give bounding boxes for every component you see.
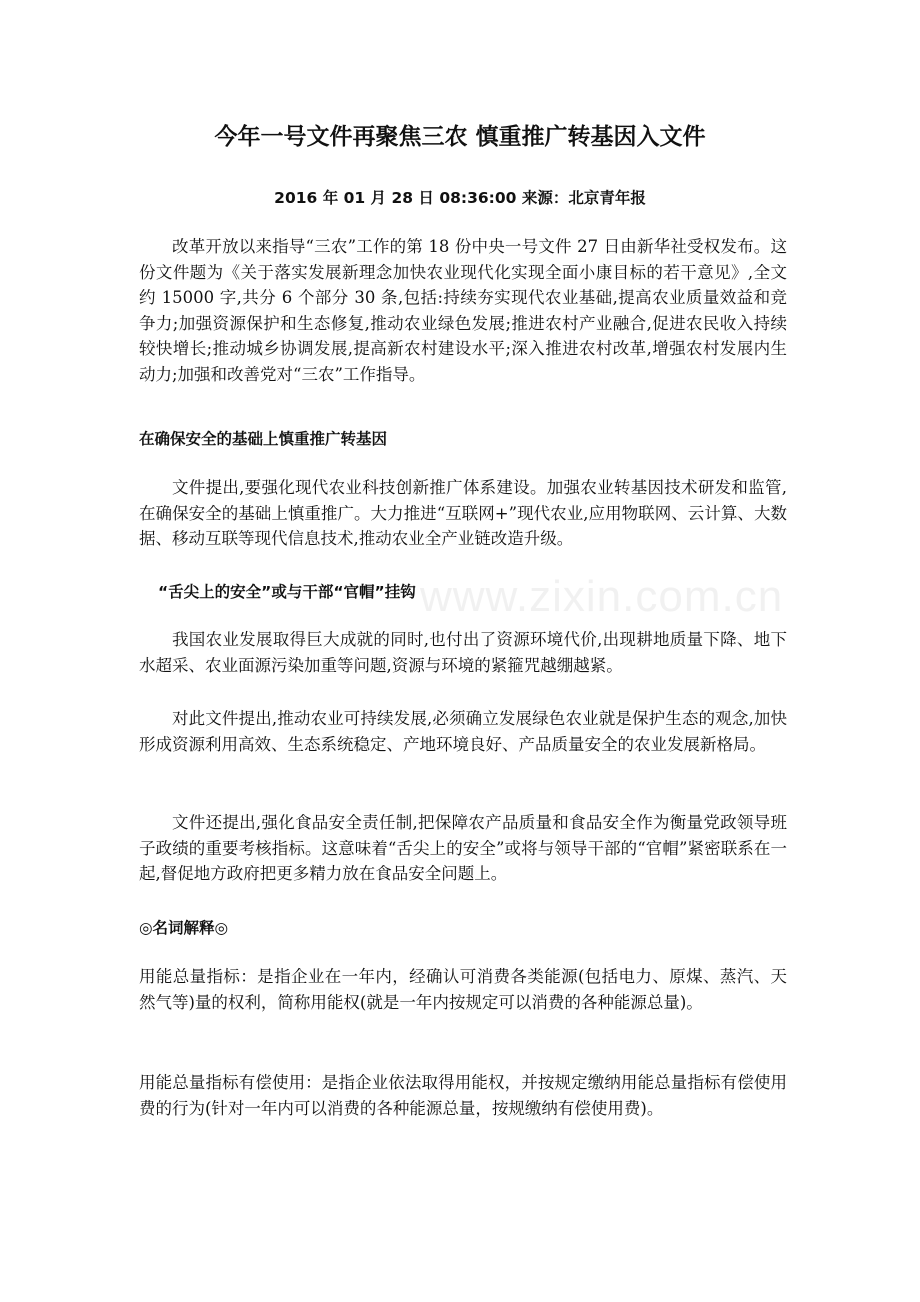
paragraph-resources: 我国农业发展取得巨大成就的同时,也付出了资源环境代价,出现耕地质量下降、地下水超采、农业面源污染加重等问题,资源与环境的紧箍咒越绷越紧。 (139, 630, 787, 675)
paragraph-green-agriculture: 对此文件提出,推动农业可持续发展,必须确立发展绿色农业就是保护生态的观念,加快形成资源利用高效、生态系统稳定、产地环境良好、产品质量安全的农业发展新格局。 (139, 709, 787, 754)
paragraph-intro: 改革开放以来指导“三农”工作的第 18 份中央一号文件 27 日由新华社受权发布。这份文件题为《关于落实发展新理念加快农业现代化实现全面小康目标的若干意见》,全文约 15000 字,共分 6 个部分 30 条,包括:持续夯实现代农业基础,提高农业质量效益和竞争力;加强资源保护和生态修复,推动农业绿色发展;推进农村产业融合,促进农民收入持续较快增长;推动城乡协调发展,提高新农村建设水平;深入推进农村改革,增强农村发展内生动力;加强和改善党对“三农”工作指导。 (139, 237, 787, 384)
article-meta: 2016 年 01 月 28 日 08:36:00 来源：北京青年报 (274, 189, 646, 207)
paragraph-gmo: 文件提出,要强化现代农业科技创新推广体系建设。加强农业转基因技术研发和监管,在确保安全的基础上慎重推广。大力推进“互联网+”现代农业,应用物联网、云计算、大数据、移动互联等现代信息技术,推动农业全产业链改造升级。 (139, 478, 787, 548)
watermark: www.zixin.com.cn (420, 572, 784, 621)
section-heading-gmo: 在确保安全的基础上慎重推广转基因 (139, 430, 388, 448)
section-heading-food-safety: “舌尖上的安全”或与干部“官帽”挂钩 (158, 583, 416, 601)
section-heading-glossary: ◎名词解释◎ (139, 919, 229, 937)
paragraph-food-safety: 文件还提出,强化食品安全责任制,把保障农产品质量和食品安全作为衡量党政领导班子政绩的重要考核指标。这意味着“舌尖上的安全”或将与领导干部的“官帽”紧密联系在一起,督促地方政府把更多精力放在食品安全问题上。 (139, 813, 787, 883)
paragraph-glossary-1: 用能总量指标：是指企业在一年内，经确认可消费各类能源(包括电力、原煤、蒸汽、天然气等)量的权利，简称用能权(就是一年内按规定可以消费的各种能源总量)。 (139, 967, 787, 1012)
article-title: 今年一号文件再聚焦三农 慎重推广转基因入文件 (214, 124, 706, 150)
paragraph-glossary-2: 用能总量指标有偿使用：是指企业依法取得用能权，并按规定缴纳用能总量指标有偿使用费的行为(针对一年内可以消费的各种能源总量，按规缴纳有偿使用费)。 (139, 1073, 787, 1118)
